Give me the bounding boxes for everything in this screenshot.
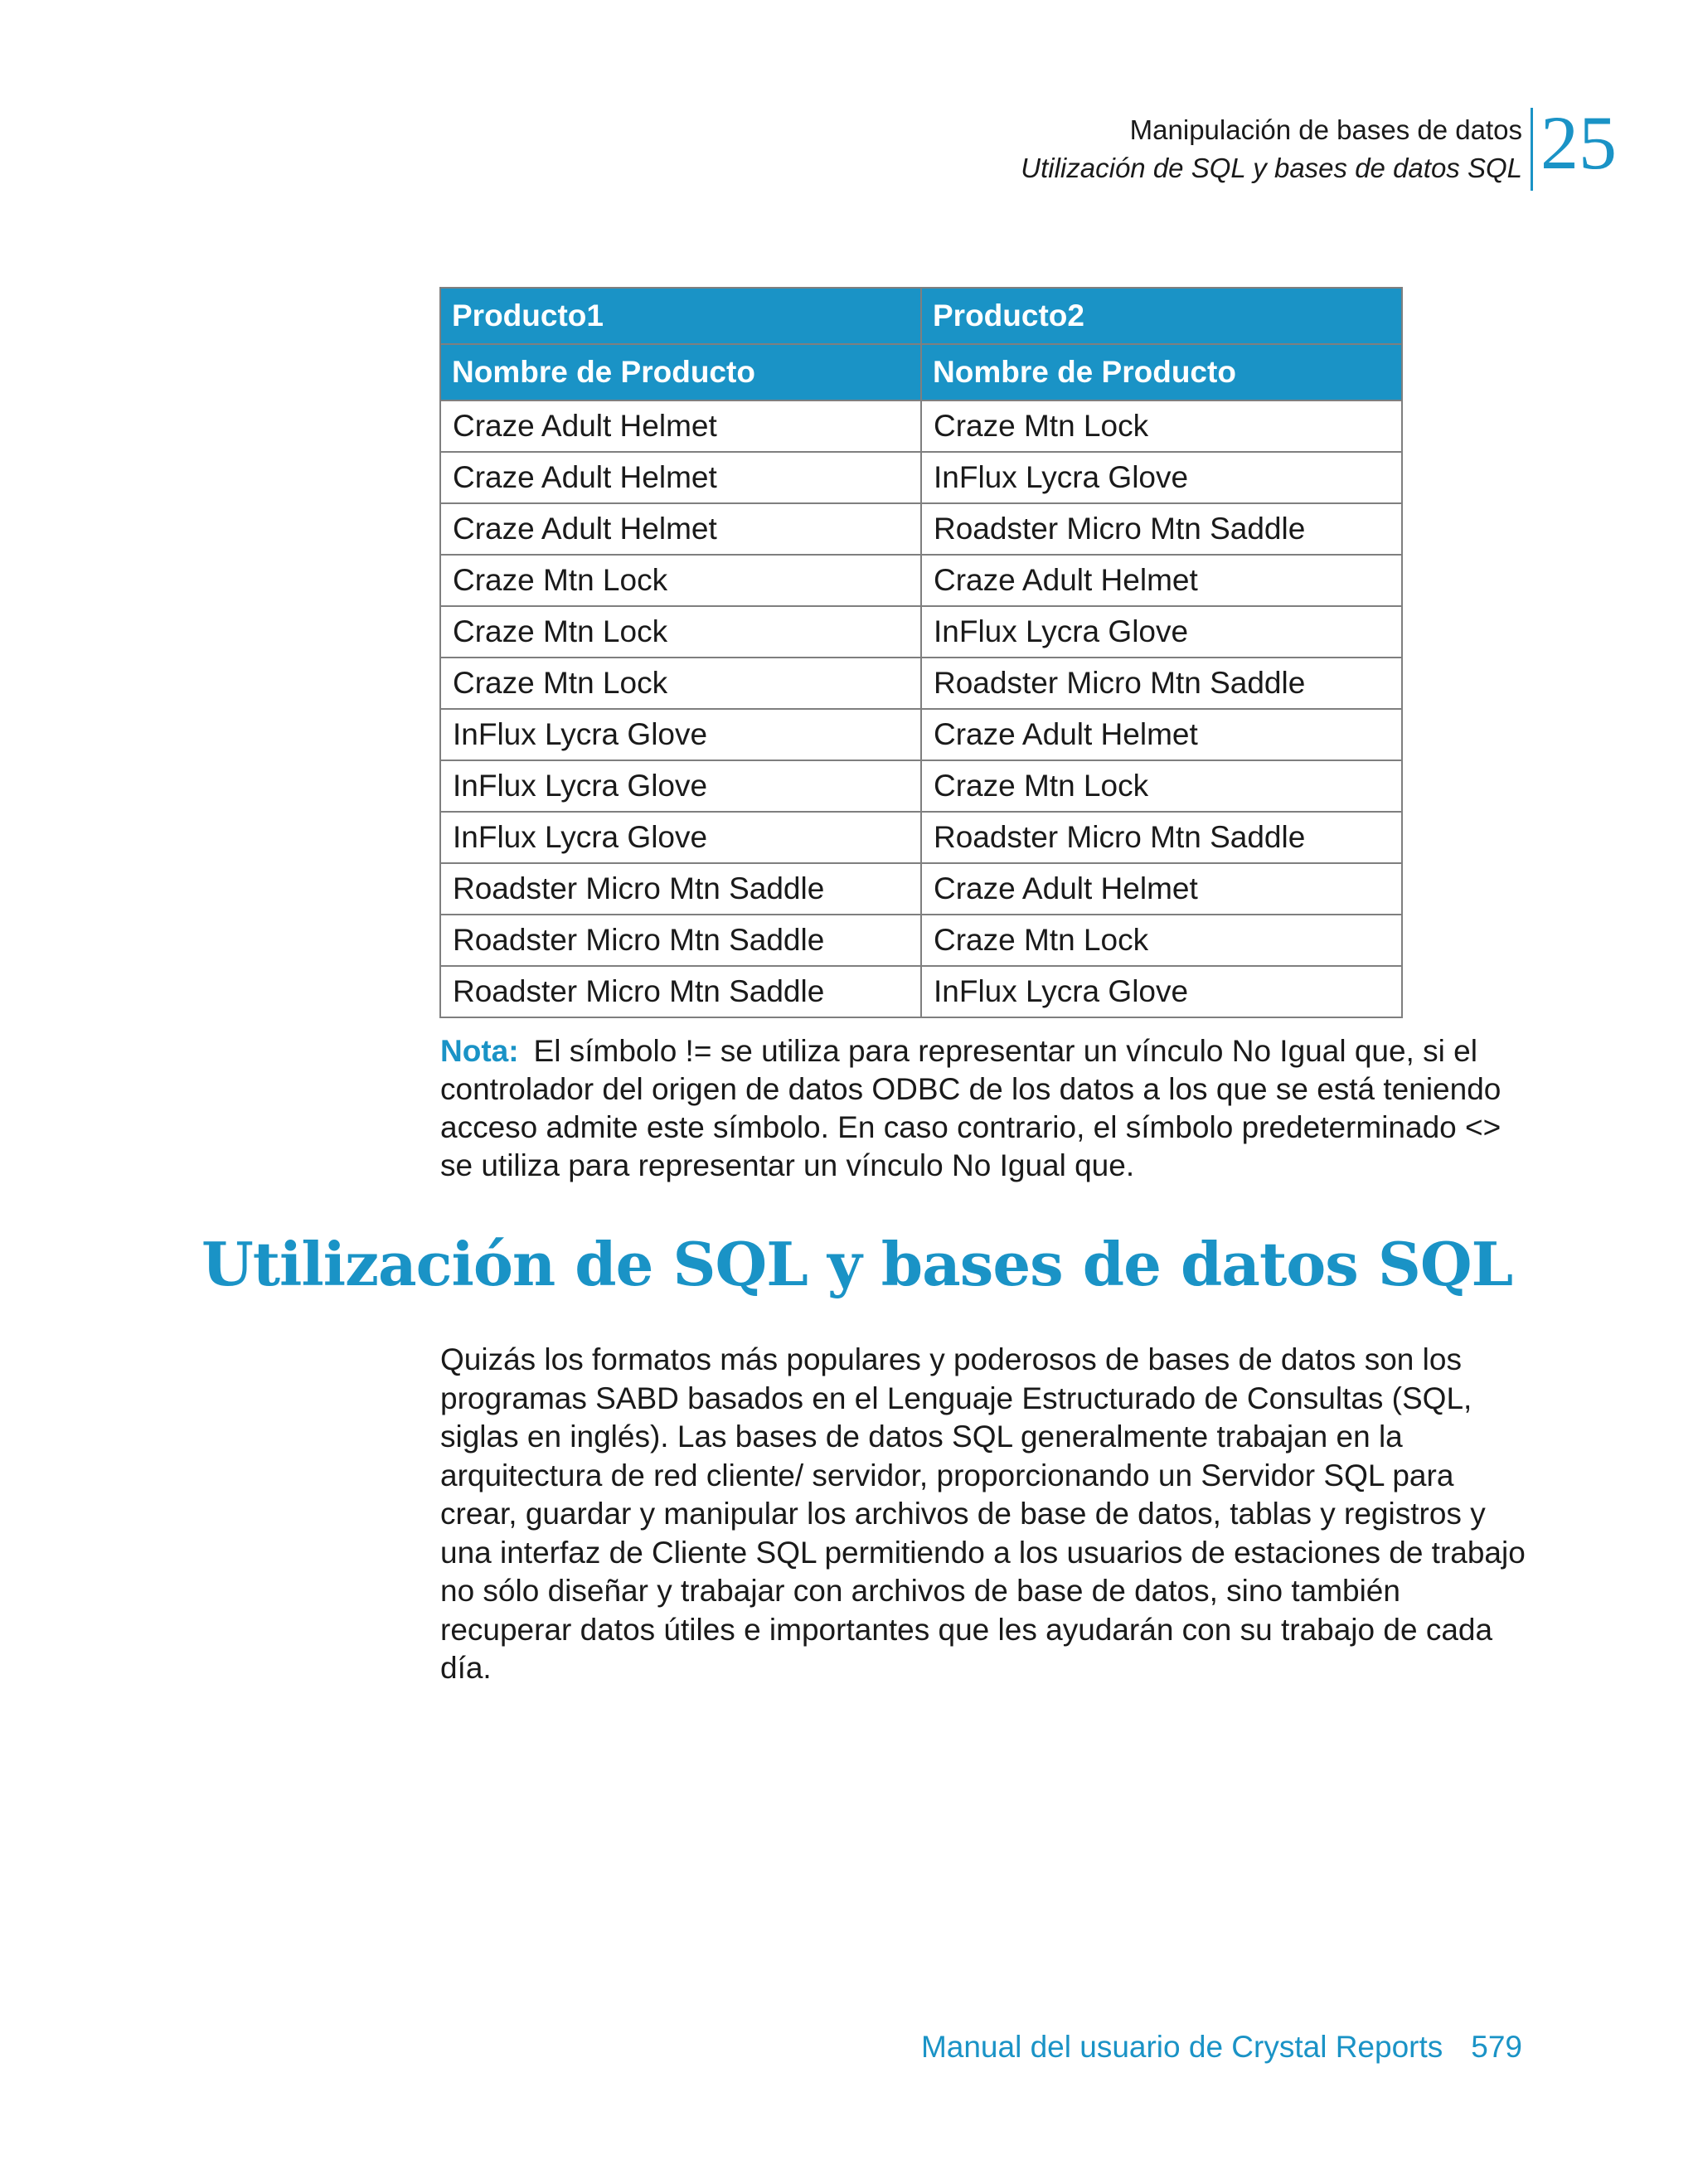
- table-cell: Craze Mtn Lock: [921, 760, 1402, 812]
- table-row: [440, 452, 1402, 503]
- column-field-header: Nombre de Producto: [440, 344, 921, 400]
- header-divider: [1531, 108, 1533, 191]
- table-cell: Roadster Micro Mtn Saddle: [921, 812, 1402, 863]
- table-cell: InFlux Lycra Glove: [440, 760, 921, 812]
- table-cell: Craze Adult Helmet: [921, 709, 1402, 760]
- table-row: [440, 658, 1402, 709]
- column-group-header: Producto2: [921, 288, 1402, 344]
- table-row: [440, 400, 1402, 452]
- product-table: [439, 287, 1403, 1018]
- note-label: Nota:: [440, 1034, 519, 1068]
- table-cell: Craze Mtn Lock: [440, 606, 921, 658]
- table-cell: Craze Mtn Lock: [440, 555, 921, 606]
- table-row: [440, 606, 1402, 658]
- table-row: [440, 709, 1402, 760]
- table-cell: Craze Mtn Lock: [921, 400, 1402, 452]
- table-row: [440, 555, 1402, 606]
- table-cell: InFlux Lycra Glove: [440, 812, 921, 863]
- table-cell: Roadster Micro Mtn Saddle: [440, 863, 921, 915]
- table-row: [440, 966, 1402, 1017]
- table-cell: Craze Adult Helmet: [921, 863, 1402, 915]
- column-field-header: Nombre de Producto: [921, 344, 1402, 400]
- section-heading: Utilización de SQL y bases de datos SQL: [201, 1229, 1513, 1299]
- chapter-number: 25: [1540, 100, 1617, 185]
- table-cell: Roadster Micro Mtn Saddle: [921, 503, 1402, 555]
- page-footer: [921, 2028, 1522, 2066]
- header-chapter-title: Manipulación de bases de datos: [1129, 114, 1522, 145]
- table-cell: InFlux Lycra Glove: [440, 709, 921, 760]
- table-cell: Roadster Micro Mtn Saddle: [440, 966, 921, 1017]
- footer-book-title: Manual del usuario de Crystal Reports: [920, 2030, 1443, 2064]
- table-cell: Craze Adult Helmet: [440, 452, 921, 503]
- note-block: [440, 1032, 1535, 1185]
- table-cell: Roadster Micro Mtn Saddle: [440, 915, 921, 966]
- table-row: [440, 503, 1402, 555]
- column-group-header: Producto1: [440, 288, 921, 344]
- body-paragraph: Quizás los formatos más populares y poderosos de bases de datos son los programas SABD basados en el Lenguaje Estructurado de Consultas (SQL, siglas en inglés). Las bases de datos SQL generalmente trabajan en la arquitectura de red cliente/ servidor, proporcionando un Servidor SQL para crear, guardar y manipular los archivos de base de datos, tablas y registros y una interfaz de Cliente SQL permitiendo a los usuarios de estaciones de trabajo no sólo diseñar y trabajar con archivos de base de datos, sino también recuperar datos útiles e importantes que les ayudarán con su trabajo de cada día.: [440, 1342, 1526, 1685]
- table-cell: Craze Adult Helmet: [921, 555, 1402, 606]
- table-cell: Roadster Micro Mtn Saddle: [921, 658, 1402, 709]
- header-section-title: Utilización de SQL y bases de datos SQL: [1021, 153, 1522, 183]
- table-cell: InFlux Lycra Glove: [921, 966, 1402, 1017]
- note-text: El símbolo != se utiliza para representar un vínculo No Igual que, si el controlador del origen de datos ODBC de los datos a los que se está teniendo acceso admite este símbolo. En caso contrario, el símbolo predeterminado <> se utiliza para representar un vínculo No Igual que.: [440, 1034, 1502, 1182]
- table-cell: Craze Mtn Lock: [921, 915, 1402, 966]
- table-head: [440, 288, 1402, 400]
- table-cell: Craze Mtn Lock: [440, 658, 921, 709]
- table-row: [440, 760, 1402, 812]
- table-cell: InFlux Lycra Glove: [921, 606, 1402, 658]
- header-texts: [1021, 111, 1522, 187]
- table-row: [440, 863, 1402, 915]
- running-header: [0, 100, 1698, 191]
- table-group-header-row: [440, 288, 1402, 344]
- table-cell: Craze Adult Helmet: [440, 400, 921, 452]
- table-row: [440, 812, 1402, 863]
- table-field-header-row: [440, 344, 1402, 400]
- table-body: [440, 400, 1402, 1017]
- footer-page-number: 579: [1471, 2030, 1522, 2064]
- table-row: [440, 915, 1402, 966]
- table-cell: Craze Adult Helmet: [440, 503, 921, 555]
- table-cell: InFlux Lycra Glove: [921, 452, 1402, 503]
